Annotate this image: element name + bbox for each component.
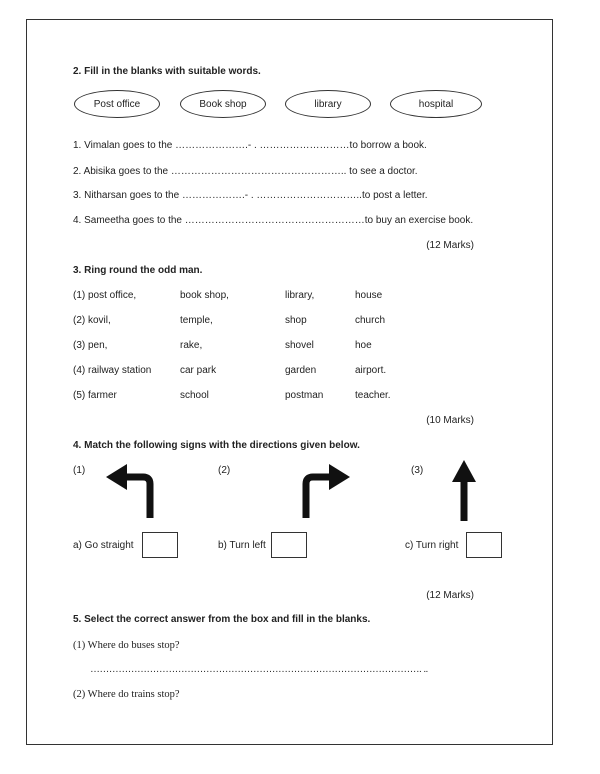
q2-item-4[interactable]: 4. Sameetha goes to the ………………………………………………to buy an exercise book. <box>73 215 474 226</box>
word-oval-hospital: hospital <box>390 90 482 118</box>
q5-answer-line-1[interactable]: ……………………………………………………………………………………………. .. <box>90 664 428 675</box>
answer-box-turn-right[interactable] <box>466 532 502 558</box>
q3-row3-col2[interactable]: rake, <box>180 340 203 351</box>
q3-row4-col1[interactable]: (4) railway station <box>73 365 152 376</box>
q2-marks: (12 Marks) <box>426 240 474 251</box>
q3-row5-col1[interactable]: (5) farmer <box>73 390 117 401</box>
q3-row2-col2[interactable]: temple, <box>180 315 213 326</box>
answer-box-turn-left[interactable] <box>271 532 307 558</box>
q2-item-3[interactable]: 3. Nitharsan goes to the ……………….- . …………………………..to post a letter. <box>73 190 428 201</box>
option-turn-right: c) Turn right <box>405 540 459 551</box>
q3-row5-col3[interactable]: postman <box>285 390 324 401</box>
q5-question-1: (1) Where do buses stop? <box>73 640 180 651</box>
q4-marks: (12 Marks) <box>426 590 474 601</box>
q3-row2-col4[interactable]: church <box>355 315 386 326</box>
q2-heading: 2. Fill in the blanks with suitable words. <box>73 66 261 77</box>
straight-arrow-icon <box>448 458 480 522</box>
q4-heading: 4. Match the following signs with the directions given below. <box>73 440 360 451</box>
q5-question-2: (2) Where do trains stop? <box>73 689 180 700</box>
worksheet-border <box>26 19 553 745</box>
q3-heading: 3. Ring round the odd man. <box>73 265 203 276</box>
q3-row2-col3[interactable]: shop <box>285 315 307 326</box>
q3-row2-col1[interactable]: (2) kovil, <box>73 315 111 326</box>
q2-item-1[interactable]: 1. Vimalan goes to the ………………….- . ………………………to borrow a book. <box>73 140 427 151</box>
q2-item-2[interactable]: 2. Abisika goes to the …………………………………………….. to see a doctor. <box>73 166 418 177</box>
q3-row5-col4[interactable]: teacher. <box>355 390 391 401</box>
q3-row1-col4[interactable]: house <box>355 290 383 301</box>
turn-left-arrow-icon <box>103 458 163 520</box>
q3-row5-col2[interactable]: school <box>180 390 209 401</box>
q3-row1-col1[interactable]: (1) post office, <box>73 290 137 301</box>
option-turn-left: b) Turn left <box>218 540 266 551</box>
word-oval-library: library <box>285 90 371 118</box>
answer-box-go-straight[interactable] <box>142 532 178 558</box>
turn-right-arrow-icon <box>293 458 353 520</box>
q3-row4-col4[interactable]: airport. <box>355 365 387 376</box>
q3-row1-col2[interactable]: book shop, <box>180 290 229 301</box>
q3-marks: (10 Marks) <box>426 415 474 426</box>
q3-row4-col3[interactable]: garden <box>285 365 317 376</box>
sign-label-3: (3) <box>411 465 424 476</box>
sign-label-2: (2) <box>218 465 231 476</box>
q3-row3-col4[interactable]: hoe <box>355 340 372 351</box>
q3-row3-col1[interactable]: (3) pen, <box>73 340 108 351</box>
word-oval-post-office: Post office <box>74 90 160 118</box>
q5-heading: 5. Select the correct answer from the box and fill in the blanks. <box>73 614 371 625</box>
q3-row3-col3[interactable]: shovel <box>285 340 314 351</box>
option-go-straight: a) Go straight <box>73 540 134 551</box>
sign-label-1: (1) <box>73 465 86 476</box>
q3-row4-col2[interactable]: car park <box>180 365 217 376</box>
q3-row1-col3[interactable]: library, <box>285 290 315 301</box>
word-oval-book-shop: Book shop <box>180 90 266 118</box>
